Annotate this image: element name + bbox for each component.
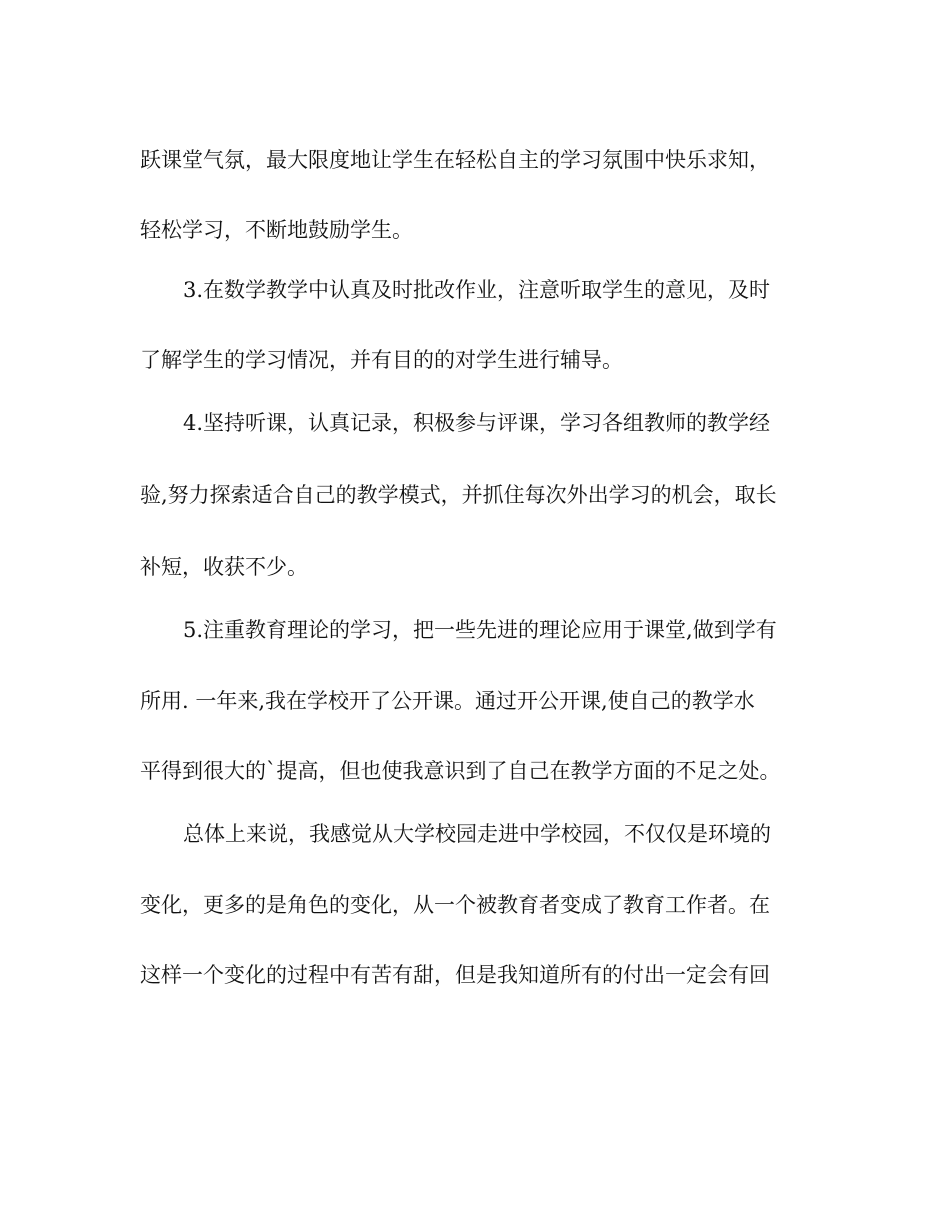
paragraph-line: 所用. 一年来,我在学校开了公开课。通过开公开课,使自己的教学水 [140, 689, 755, 713]
list-item-5-line: 5.注重教育理论的学习，把一些先进的理论应用于课堂,做到学有 [183, 618, 777, 642]
paragraph-line: 这样一个变化的过程中有苦有甜，但是我知道所有的付出一定会有回 [140, 963, 770, 987]
paragraph-line: 变化，更多的是角色的变化，从一个被教育者变成了教育工作者。在 [140, 893, 770, 917]
paragraph-line: 轻松学习，不断地鼓励学生。 [140, 218, 413, 242]
paragraph-line: 补短，收获不少。 [140, 555, 308, 579]
paragraph-line: 平得到很大的`提高，但也使我意识到了自己在教学方面的不足之处。 [140, 759, 781, 783]
list-item-4-line: 4.坚持听课，认真记录，积极参与评课，学习各组教师的教学经 [183, 411, 771, 435]
list-item-3-line: 3.在数学教学中认真及时批改作业，注意听取学生的意见，及时 [183, 278, 771, 302]
paragraph-line: 跃课堂气氛，最大限度地让学生在轻松自主的学习氛围中快乐求知， [140, 148, 770, 172]
paragraph-line: 验,努力探索适合自己的教学模式，并抓住每次外出学习的机会，取长 [140, 483, 777, 507]
summary-paragraph-line: 总体上来说，我感觉从大学校园走进中学校园，不仅仅是环境的 [183, 822, 771, 846]
paragraph-line: 了解学生的学习情况，并有目的的对学生进行辅导。 [140, 348, 623, 372]
